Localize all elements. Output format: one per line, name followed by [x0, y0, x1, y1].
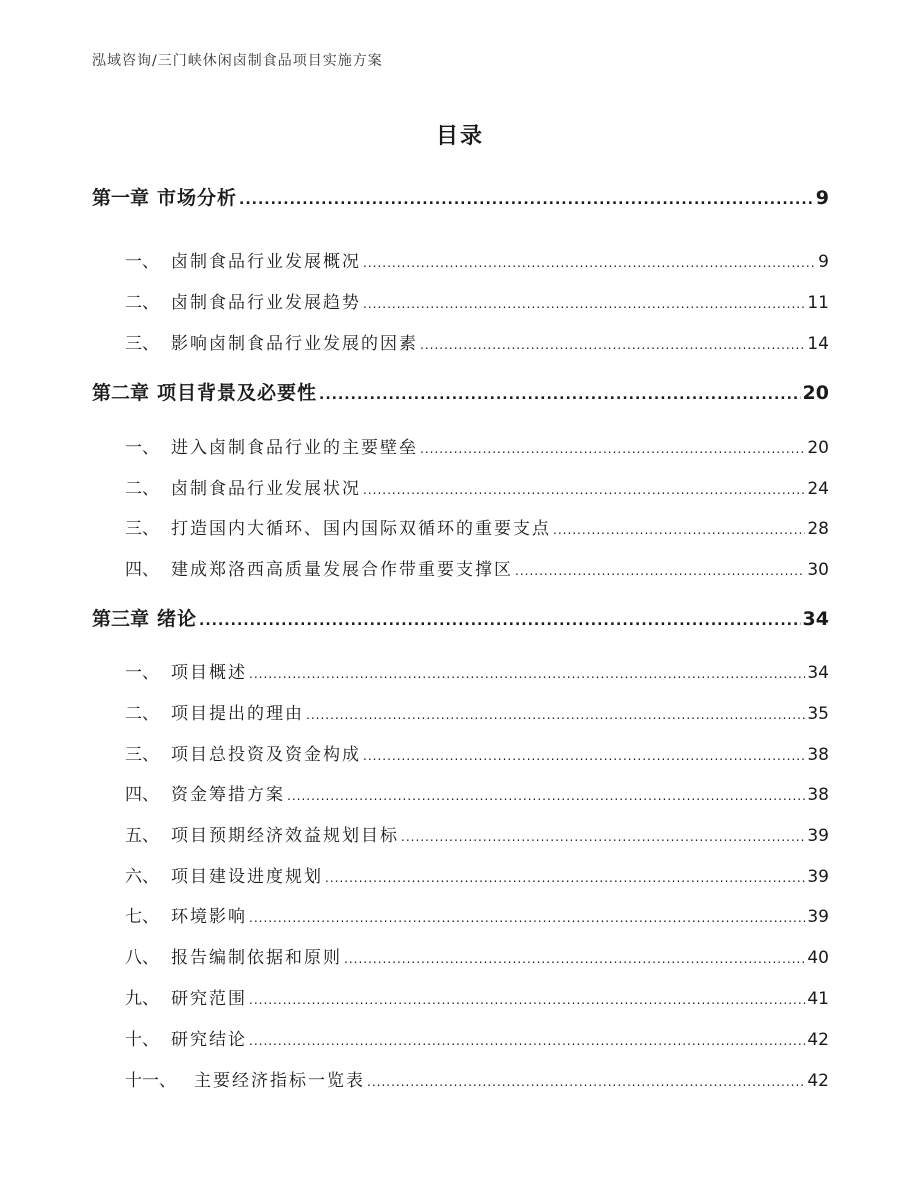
toc-leader-dots — [363, 483, 805, 497]
toc-page-number: 28 — [807, 519, 829, 539]
toc-leader-dots — [420, 338, 805, 352]
toc-leader-dots — [249, 993, 805, 1007]
toc-leader-dots — [363, 256, 816, 270]
toc-page-number: 11 — [807, 293, 829, 313]
toc-title: 目录 — [435, 124, 484, 149]
toc-section-3-8[interactable] — [92, 943, 829, 968]
toc-leader-dots — [553, 523, 805, 537]
toc-leader-dots — [367, 1075, 805, 1089]
toc-leader-dots — [363, 749, 805, 763]
toc-section-3-3[interactable] — [92, 740, 829, 765]
toc-page-number: 34 — [807, 663, 829, 683]
toc-section-label: 打造国内大循环、国内国际双循环的重要支点 — [171, 519, 551, 539]
toc-section-label: 项目预期经济效益规划目标 — [171, 826, 399, 846]
toc-section-label: 影响卤制食品行业发展的因素 — [171, 334, 418, 354]
toc-section-number: 五、 — [125, 826, 159, 846]
toc-page-number: 39 — [807, 826, 829, 846]
toc-page-number: 9 — [818, 252, 829, 272]
toc-leader-dots — [325, 871, 805, 885]
toc-chapter-2[interactable] — [92, 378, 829, 405]
toc-leader-dots — [199, 613, 801, 629]
toc-section-2-2[interactable] — [92, 474, 829, 499]
toc-section-2-4[interactable] — [92, 555, 829, 580]
toc-section-number: 二、 — [125, 293, 159, 313]
running-header: 泓域咨询/三门峡休闲卤制食品项目实施方案 — [92, 53, 383, 69]
toc-section-label: 研究结论 — [171, 1030, 247, 1050]
toc-page-number: 41 — [807, 989, 829, 1009]
toc-chapter-number: 第一章 — [92, 187, 150, 209]
toc-leader-dots — [401, 830, 805, 844]
toc-section-3-1[interactable] — [92, 658, 829, 683]
toc-section-1-2[interactable] — [92, 288, 829, 313]
toc-chapter-label: 绪论 — [157, 608, 198, 630]
toc-section-3-6[interactable] — [92, 862, 829, 887]
toc-section-label: 项目建设进度规划 — [171, 867, 323, 887]
toc-page-number: 39 — [807, 907, 829, 927]
toc-page-number: 9 — [815, 187, 829, 209]
toc-section-label: 进入卤制食品行业的主要壁垒 — [171, 438, 418, 458]
toc-section-label: 项目总投资及资金构成 — [171, 745, 361, 765]
toc-section-label: 卤制食品行业发展状况 — [171, 479, 361, 499]
toc-chapter-1[interactable] — [92, 183, 829, 210]
toc-page-number: 35 — [807, 704, 829, 724]
toc-chapter-3[interactable] — [92, 604, 829, 631]
toc-section-3-11[interactable] — [92, 1066, 829, 1091]
toc-section-label: 卤制食品行业发展趋势 — [171, 293, 361, 313]
toc-chapter-number: 第三章 — [92, 608, 150, 630]
toc-leader-dots — [249, 667, 805, 681]
toc-leader-dots — [363, 297, 805, 311]
toc-section-number: 一、 — [125, 438, 159, 458]
toc-chapter-label: 项目背景及必要性 — [157, 382, 318, 404]
toc-section-2-1[interactable] — [92, 433, 829, 458]
toc-section-number: 十、 — [125, 1030, 159, 1050]
toc-leader-dots — [420, 442, 805, 456]
toc-section-number: 四、 — [125, 785, 159, 805]
toc-page-number: 24 — [807, 479, 829, 499]
toc-section-number: 八、 — [125, 948, 159, 968]
toc-page-number: 14 — [807, 334, 829, 354]
toc-section-3-7[interactable] — [92, 902, 829, 927]
toc-section-number: 二、 — [125, 704, 159, 724]
toc-section-label: 主要经济指标一览表 — [194, 1071, 365, 1091]
toc-section-3-4[interactable] — [92, 780, 829, 805]
toc-section-number: 三、 — [125, 334, 159, 354]
toc-leader-dots — [287, 789, 805, 803]
toc-leader-dots — [306, 708, 805, 722]
toc-section-1-1[interactable] — [92, 247, 829, 272]
toc-page-number: 39 — [807, 867, 829, 887]
toc-leader-dots — [515, 564, 805, 578]
toc-section-label: 环境影响 — [171, 907, 247, 927]
toc-section-number: 九、 — [125, 989, 159, 1009]
toc-section-3-5[interactable] — [92, 821, 829, 846]
toc-section-label: 资金筹措方案 — [171, 785, 285, 805]
toc-page-number: 42 — [807, 1030, 829, 1050]
toc-section-3-9[interactable] — [92, 984, 829, 1009]
toc-section-3-10[interactable] — [92, 1025, 829, 1050]
toc-section-number: 三、 — [125, 519, 159, 539]
toc-page-number: 42 — [807, 1071, 829, 1091]
toc-section-label: 报告编制依据和原则 — [171, 948, 342, 968]
toc-section-number: 一、 — [125, 663, 159, 683]
toc-section-label: 项目概述 — [171, 663, 247, 683]
toc-section-2-3[interactable] — [92, 514, 829, 539]
toc-section-label: 研究范围 — [171, 989, 247, 1009]
toc-section-label: 建成郑洛西高质量发展合作带重要支撑区 — [171, 560, 513, 580]
toc-section-label: 项目提出的理由 — [171, 704, 304, 724]
toc-section-number: 三、 — [125, 745, 159, 765]
toc-leader-dots — [249, 1034, 805, 1048]
toc-section-number: 四、 — [125, 560, 159, 580]
toc-section-label: 卤制食品行业发展概况 — [171, 252, 361, 272]
toc-section-number: 一、 — [125, 252, 159, 272]
toc-section-number: 十一、 — [125, 1071, 176, 1091]
toc-leader-dots — [239, 192, 814, 208]
toc-page-number: 38 — [807, 785, 829, 805]
toc-page-number: 40 — [807, 948, 829, 968]
toc-leader-dots — [344, 952, 805, 966]
toc-section-number: 七、 — [125, 907, 159, 927]
toc-leader-dots — [319, 387, 801, 403]
toc-section-number: 二、 — [125, 479, 159, 499]
toc-page-number: 38 — [807, 745, 829, 765]
toc-section-3-2[interactable] — [92, 699, 829, 724]
toc-chapter-label: 市场分析 — [157, 187, 238, 209]
toc-page-number: 20 — [807, 438, 829, 458]
toc-leader-dots — [249, 911, 805, 925]
toc-section-1-3[interactable] — [92, 329, 829, 354]
toc-page-number: 30 — [807, 560, 829, 580]
toc-page-number: 20 — [802, 382, 829, 404]
toc-section-number: 六、 — [125, 867, 159, 887]
toc-chapter-number: 第二章 — [92, 382, 150, 404]
toc-page-number: 34 — [802, 608, 829, 630]
